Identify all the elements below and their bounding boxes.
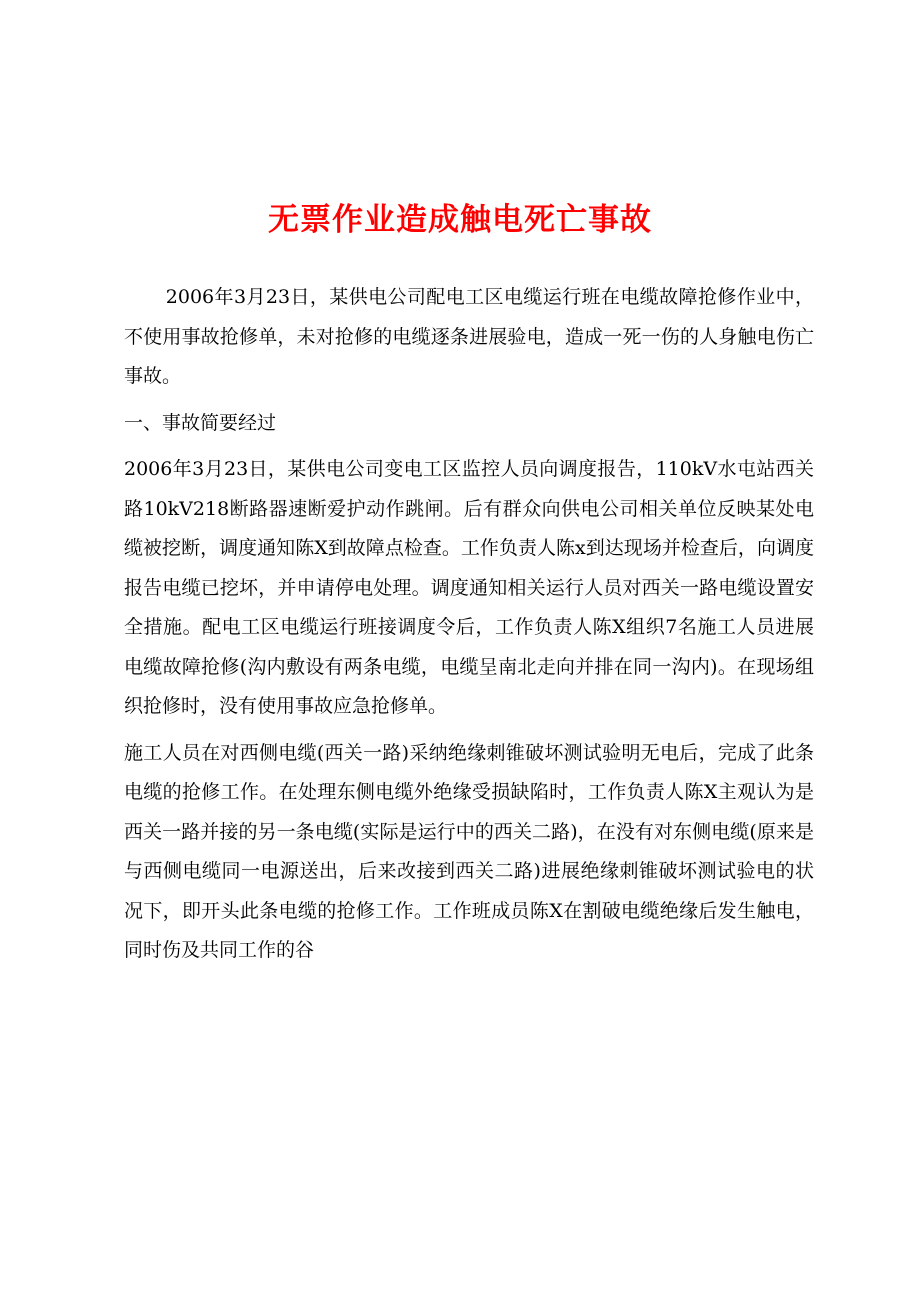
paragraph-brief-process: 2006年3月23日，某供电公司变电工区监控人员向调度报告，110kV水屯站西关路10kV218断路器速断爱护动作跳闸。后有群众向供电公司相关单位反映某处电缆被挖断，调度通知陈X到故障点检查。工作负责人陈x到达现场并检查后，向调度报告电缆已挖坏，并申请停电处理。调度通知相关运行人员对西关一路电缆设置安全措施。配电工区电缆运行班接调度令后，工作负责人陈X组织7名施工人员进展电缆故障抢修(沟内敷设有两条电缆，电缆呈南北走向并排在同一沟内)。在现场组织抢修时，没有使用事故应急抢修单。: [124, 458, 814, 717]
paragraph-intro: 2006年3月23日，某供电公司配电工区电缆运行班在电缆故障抢修作业中，不使用事故抢修单，未对抢修的电缆逐条进展验电，造成一死一伤的人身触电伤亡事故。: [124, 286, 814, 387]
section-heading: 一、事故简要经过: [124, 411, 277, 434]
document-body: [124, 278, 814, 971]
paragraph-repair-details: 施工人员在对西侧电缆(西关一路)采纳绝缘刺锥破坏测试验明无电后，完成了此条电缆的抢修工作。在处理东侧电缆外绝缘受损缺陷时，工作负责人陈X主观认为是西关一路并接的另一条电缆(实际是运行中的西关二路)，在没有对东侧电缆(原来是与西侧电缆同一电源送出，后来改接到西关二路)进展绝缘刺锥破坏测试验电的状况下，即开头此条电缆的抢修工作。工作班成员陈X在割破电缆绝缘后发生触电，同时伤及共同工作的谷: [124, 741, 814, 961]
document-title: 无票作业造成触电死亡事故: [268, 202, 652, 238]
